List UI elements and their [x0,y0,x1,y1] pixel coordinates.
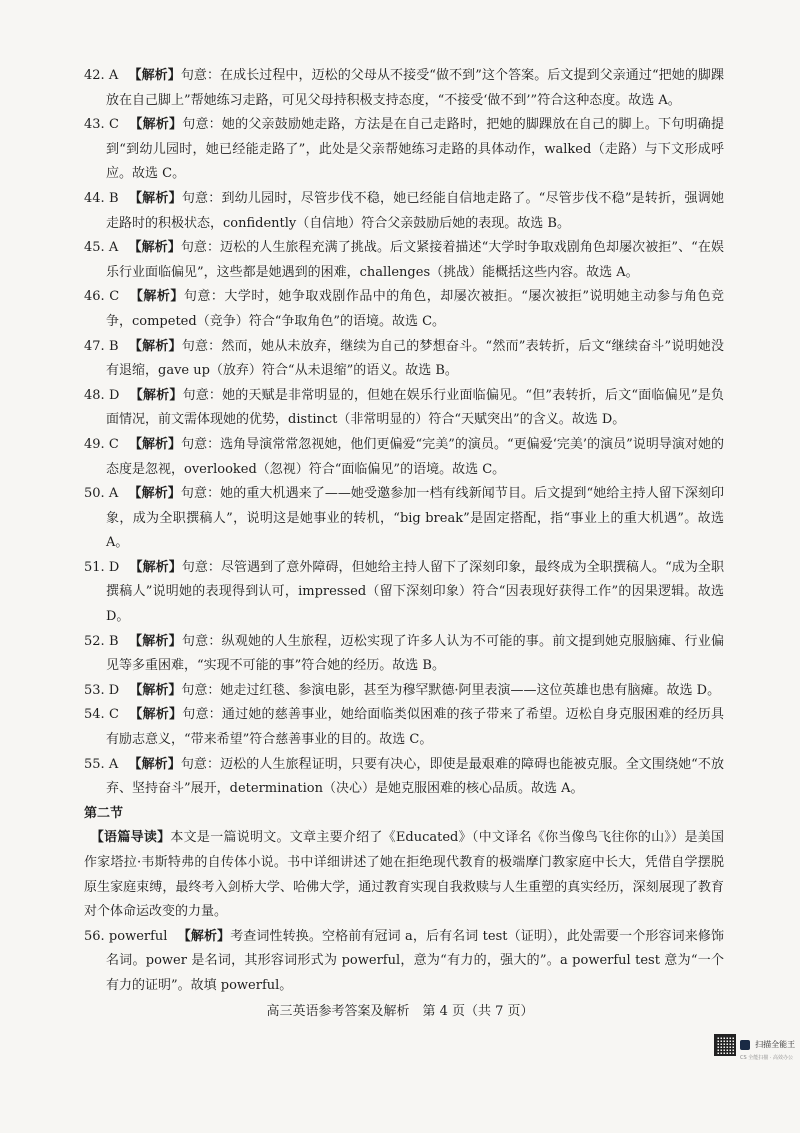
analysis-text: 句意：她的父亲鼓励她走路，方法是在自己走路时，把她的脚踝放在自己的脚上。下句明确提到“到幼儿园时，她已经能走路了”，此处是父亲帮她练习走路的具体动作，walked（走路）与下文形成呼应。故选 C。 [106,117,724,182]
answer-entry-56 [84,925,724,999]
reading-guide-text: 本文是一篇说明文。文章主要介绍了《Educated》（中文译名《你当像鸟飞往你的山》）是美国作家塔拉·韦斯特弗的自传体小说。书中详细讲述了她在拒绝现代教育的极端摩门教家庭中长大，凭借自学摆脱原生家庭束缚，最终考入剑桥大学、哈佛大学，通过教育实现自我救赎与人生重塑的真实经历，深刻展现了教育对个体命运改变的力量。 [84,830,724,920]
analysis-text: 句意：到幼儿园时，尽管步伐不稳，她已经能自信地走路了。“尽管步伐不稳”是转折，强调她走路时的积极状态，confidently（自信地）符合父亲鼓励后她的表现。故选 B。 [106,190,724,231]
answer-number: 56. powerful [84,928,168,944]
analysis-tag: 【解析】 [129,117,183,133]
analysis-tag: 【解析】 [128,756,181,772]
answer-number: 47. B [84,338,119,354]
answer-number: 54. C [84,707,119,723]
analysis-text: 句意：纵观她的人生旅程，迈松实现了许多人认为不可能的事。前文提到她克服脑瘫、行业偏见等多重困难，“实现不可能的事”符合她的经历。故选 B。 [106,633,724,674]
answer-number: 53. D [84,682,120,698]
analysis-tag: 【解析】 [128,633,182,649]
page-footer: 高三英语参考答案及解析 第 4 页（共 7 页） [266,1004,534,1019]
answer-number: 43. C [84,117,119,133]
answer-number: 44. B [84,190,119,206]
analysis-tag: 【解析】 [129,559,182,575]
section-title: 第二节 [84,805,124,821]
analysis-tag: 【解析】 [129,387,183,403]
answer-number: 51. D [84,559,120,575]
scanner-brand-name: 扫描全能王 [755,1040,796,1049]
analysis-tag: 【解析】 [128,338,182,354]
analysis-text: 句意：迈松的人生旅程充满了挑战。后文紧接着描述“大学时争取戏剧角色却屡次被拒”、“在娱乐行业面临偏见”，这些都是她遇到的困难，challenges（挑战）能概括这些内容。故选 A。 [106,240,724,280]
analysis-text: 句意：在成长过程中，迈松的父母从不接受“做不到”这个答案。后文提到父亲通过“把她的脚踝放在自己脚上”帮她练习走路，可见父母持积极支持态度，“不接受‘做不到’”符合这种态度。故选 A。 [106,68,724,108]
analysis-text: 句意：通过她的慈善事业，她给面临类似困难的孩子带来了希望。迈松自身克服困难的经历具有励志意义，“带来希望”符合慈善事业的目的。故选 C。 [106,707,724,748]
answer-number: 55. A [84,756,119,772]
analysis-text: 句意：她的天赋是非常明显的，但她在娱乐行业面临偏见。“但”表转折，后文“面临偏见”是负面情况，前文需体现她的优势，distinct（非常明显的）符合“天赋突出”的含义。故选 D。 [106,387,724,428]
answer-number: 52. B [84,633,119,649]
analysis-tag: 【解析】 [128,68,181,83]
scanner-watermark [740,1034,800,1061]
analysis-tag: 【解析】 [128,486,181,502]
answer-entry-42 [84,64,724,113]
answer-entry-52 [84,630,724,679]
answer-number: 49. C [84,436,119,452]
answer-entry-55 [84,753,724,802]
analysis-tag: 【解析】 [129,707,183,723]
answer-entry-45 [84,236,724,285]
analysis-text: 句意：尽管遇到了意外障碍，但她给主持人留下了深刻印象，最终成为全职撰稿人。“成为全职撰稿人”说明她的表现得到认可，impressed（留下深刻印象）符合“因表现好获得工作”的因果逻辑。故选 D。 [106,559,724,625]
answer-entry-47 [84,335,724,384]
analysis-tag: 【解析】 [177,928,231,944]
answer-entry-44 [84,187,724,236]
answer-entry-48 [84,384,724,433]
analysis-text: 句意：迈松的人生旅程证明，只要有决心，即使是最艰难的障碍也能被克服。全文围绕她“不放弃、坚持奋斗”展开，determination（决心）是她克服困难的核心品质。故选 A。 [106,756,724,797]
analysis-tag: 【解析】 [128,190,182,206]
analysis-tag: 【解析】 [129,682,182,698]
scanner-logo-icon [740,1040,750,1050]
analysis-text: 句意：选角导演常常忽视她，他们更偏爱“完美”的演员。“更偏爱‘完美’的演员”说明导演对她的态度是忽视，overlooked（忽视）符合“面临偏见”的语境。故选 C。 [106,436,724,477]
answer-entry-51 [84,556,724,630]
analysis-text: 句意：大学时，她争取戏剧作品中的角色，却屡次被拒。“屡次被拒”说明她主动参与角色竞争，competed（竞争）符合“争取角色”的语境。故选 C。 [106,289,724,329]
analysis-text: 句意：她的重大机遇来了——她受邀参加一档有线新闻节目。后文提到“她给主持人留下深刻印象，成为全职撰稿人”，说明这是她事业的转机，“big break”是固定搭配，指“事业上的重大机遇”。故选 A。 [106,486,725,551]
answer-number: 50. A [84,486,119,502]
analysis-text: 句意：她走过红毯、参演电影，甚至为穆罕默德·阿里表演——这位英雄也患有脑瘫。故选 D。 [181,682,721,698]
answer-sheet-page [84,64,724,999]
answer-number: 46. C [84,289,120,305]
analysis-text: 句意：然而，她从未放弃，继续为自己的梦想奋斗。“然而”表转折，后文“继续奋斗”说明她没有退缩，gave up（放弃）符合“从未退缩”的语义。故选 B。 [106,338,724,379]
analysis-tag: 【解析】 [129,289,184,305]
answer-entry-54 [84,703,724,752]
answer-entry-43 [84,113,724,187]
answer-entry-50 [84,482,724,556]
analysis-tag: 【解析】 [128,436,182,452]
answer-entry-46 [84,285,724,334]
answer-number: 48. D [84,387,120,403]
answer-entry-49 [84,433,724,482]
analysis-text: 考查词性转换。空格前有冠词 a，后有名词 test（证明），此处需要一个形容词来修饰名词。power 是名词，其形容词形式为 powerful，意为“有力的，强大的”。a powerful test 意为“一个有力的证明”。故填 powerful。 [106,928,724,993]
answer-number: 45. A [84,240,119,256]
analysis-tag: 【解析】 [128,240,181,256]
answer-number: 42. A [84,68,119,83]
answer-entries [84,64,724,802]
answer-entry-53 [84,679,724,704]
qr-code-icon [714,1034,736,1056]
reading-guide [84,826,724,924]
scanner-brand-sub: CS 全能扫描 · 高效办公 [740,1055,794,1061]
reading-guide-tag: 【语篇导读】 [97,830,171,846]
